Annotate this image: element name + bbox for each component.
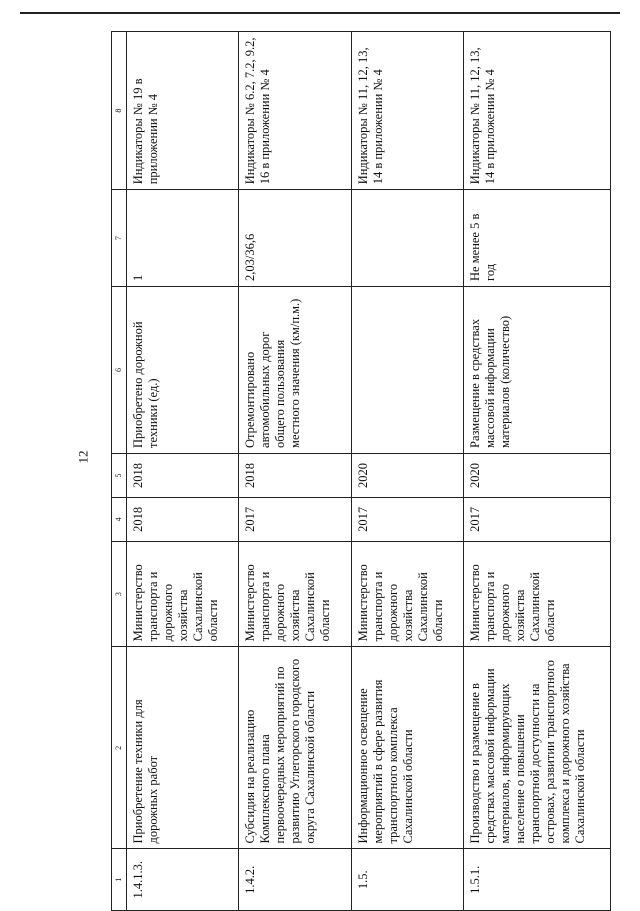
target-value: Не менее 5 в год bbox=[464, 190, 611, 287]
end-year: 2020 bbox=[351, 453, 463, 497]
indicator-link: Индикаторы № 11, 12, 13, 14 в приложении № 4 bbox=[464, 32, 611, 190]
header-row bbox=[112, 32, 127, 911]
column-header: 8 bbox=[112, 32, 127, 190]
table-row bbox=[464, 32, 611, 911]
row-number: 1.5. bbox=[351, 849, 463, 911]
target-value: 1 bbox=[127, 190, 239, 287]
activity-name: Субсидия на реализацию Комплексного плана первоочередных мероприятий по развитию Углегорского городского округа Сахалинской области bbox=[239, 647, 351, 849]
expected-result: Отремонтировано автомобильных дорог общего пользования местного значения (км/п.м.) bbox=[239, 286, 351, 453]
expected-result bbox=[351, 286, 463, 453]
column-header: 4 bbox=[112, 497, 127, 541]
row-number: 1.5.1. bbox=[464, 849, 611, 911]
column-header: 1 bbox=[112, 849, 127, 911]
end-year: 2018 bbox=[127, 453, 239, 497]
executor: Министерство транспорта и дорожного хозяйства Сахалинской области bbox=[464, 541, 611, 646]
executor: Министерство транспорта и дорожного хозяйства Сахалинской области bbox=[127, 541, 239, 646]
column-header: 2 bbox=[112, 647, 127, 849]
column-header: 7 bbox=[112, 190, 127, 287]
column-header: 5 bbox=[112, 453, 127, 497]
indicator-link: Индикаторы № 6.2, 7.2, 9.2, 16 в приложении № 4 bbox=[239, 32, 351, 190]
table-row bbox=[127, 32, 239, 911]
end-year: 2018 bbox=[239, 453, 351, 497]
top-rule bbox=[20, 12, 620, 14]
row-number: 1.4.1.3. bbox=[127, 849, 239, 911]
column-header: 3 bbox=[112, 541, 127, 646]
end-year: 2020 bbox=[464, 453, 611, 497]
activity-name: Приобретение техники для дорожных работ bbox=[127, 647, 239, 849]
rotated-table bbox=[111, 31, 611, 911]
column-header: 6 bbox=[112, 286, 127, 453]
table-row bbox=[351, 32, 463, 911]
start-year: 2017 bbox=[239, 497, 351, 541]
activities-table bbox=[111, 31, 611, 911]
activity-name: Производство и размещение в средствах массовой информации материалов, информирующих население о повышении транспортной доступности на островах, развитии транспортного комплекса и дорожного хозяйства Сахалинской области bbox=[464, 647, 611, 849]
row-number: 1.4.2. bbox=[239, 849, 351, 911]
indicator-link: Индикаторы № 11, 12, 13, 14 в приложении № 4 bbox=[351, 32, 463, 190]
start-year: 2017 bbox=[351, 497, 463, 541]
expected-result: Приобретено дорожной техники (ед.) bbox=[127, 286, 239, 453]
indicator-link: Индикаторы № 19 в приложении № 4 bbox=[127, 32, 239, 190]
target-value bbox=[351, 190, 463, 287]
executor: Министерство транспорта и дорожного хозяйства Сахалинской области bbox=[239, 541, 351, 646]
executor: Министерство транспорта и дорожного хозяйства Сахалинской области bbox=[351, 541, 463, 646]
activity-name: Информационное освещение мероприятий в сфере развития транспортного комплекса Сахалинской области bbox=[351, 647, 463, 849]
page-number: 12 bbox=[75, 450, 90, 464]
start-year: 2017 bbox=[464, 497, 611, 541]
expected-result: Размещение в средствах массовой информации материалов (количество) bbox=[464, 286, 611, 453]
table-row bbox=[239, 32, 351, 911]
start-year: 2018 bbox=[127, 497, 239, 541]
target-value: 2,03/36,6 bbox=[239, 190, 351, 287]
